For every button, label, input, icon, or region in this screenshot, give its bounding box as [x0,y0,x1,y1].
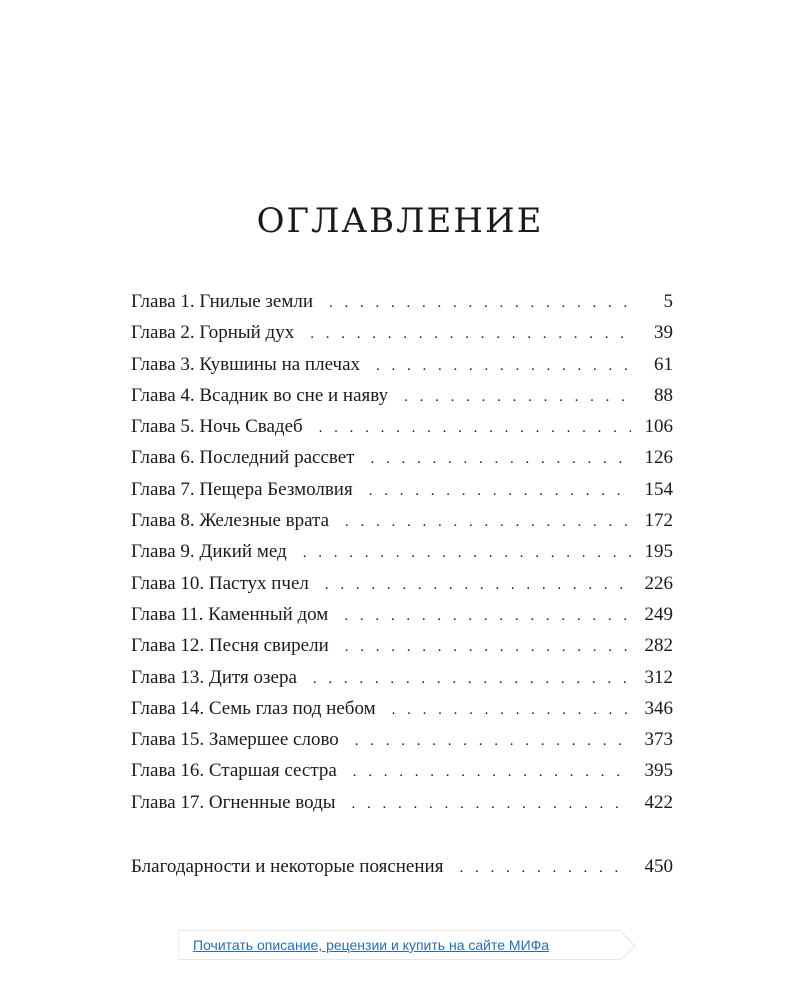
toc-dot-leader [353,764,631,781]
toc-dot-leader [404,389,635,406]
promo-banner [178,930,622,960]
toc-list [131,291,673,823]
toc-chapter-label: Глава 7. Пещера Безмолвия [131,478,353,500]
toc-row [131,792,673,823]
toc-dot-leader [303,545,631,562]
toc-chapter-label: Глава 9. Дикий мед [131,541,287,563]
toc-page-number: 373 [644,729,673,751]
toc-row [131,573,673,604]
toc-dot-leader [345,514,630,531]
toc-dot-leader [329,295,635,312]
toc-chapter-label: Глава 4. Всадник во сне и наяву [131,384,389,406]
toc-row [131,479,673,510]
toc-row [131,541,673,572]
toc-row [131,291,673,322]
toc-page-number: 346 [644,697,673,719]
toc-page-number: 312 [644,666,673,688]
toc-chapter-label: Глава 13. Дитя озера [131,666,297,688]
toc-row [131,635,673,666]
toc-chapter-label: Глава 14. Семь глаз под небом [131,697,376,719]
toc-page-number: 61 [654,353,673,375]
toc-dot-leader [392,702,631,719]
toc-dot-leader [310,326,635,343]
toc-chapter-label: Глава 6. Последний рассвет [131,447,355,469]
toc-row [131,698,673,729]
toc-chapter-label: Глава 1. Гнилые земли [131,291,314,312]
toc-row [131,604,673,635]
toc-chapter-label: Глава 3. Кувшины на плечах [131,353,361,375]
toc-dot-leader [376,358,635,375]
toc-row-acknowledgements [131,856,673,887]
toc-page-number: 154 [644,478,673,500]
toc-row [131,322,673,353]
toc-page-number: 226 [644,572,673,594]
toc-chapter-label: Глава 16. Старшая сестра [131,760,337,782]
toc-dot-leader [370,451,630,468]
toc-page-number: 5 [663,291,673,312]
toc-page-number: 195 [644,541,673,563]
toc-dot-leader [325,577,631,594]
toc-page-number: 450 [644,856,673,877]
toc-chapter-label: Глава 12. Песня свирели [131,635,329,657]
toc-chapter-label: Глава 5. Ночь Свадеб [131,416,303,438]
toc-page-number: 282 [644,635,673,657]
toc-page-number: 172 [644,510,673,532]
toc-chapter-label: Глава 17. Огненные воды [131,791,336,813]
toc-dot-leader [352,796,631,813]
toc-row [131,385,673,416]
toc-page-number: 39 [654,322,673,344]
toc-chapter-label: Глава 11. Каменный дом [131,603,329,625]
toc-page-number: 395 [644,760,673,782]
toc-row [131,729,673,760]
toc-dot-leader [344,608,630,625]
toc-dot-leader [345,639,631,656]
page-title: ОГЛАВЛЕНИЕ [256,200,544,241]
toc-row [131,354,673,385]
toc-chapter-label: Глава 15. Замершее слово [131,729,339,751]
toc-page-number: 106 [644,416,673,438]
toc-chapter-label: Глава 2. Горный дух [131,322,295,344]
toc-dot-leader [319,420,631,437]
promo-link[interactable]: Почитать описание, рецензии и купить на сайте МИФа [193,937,550,953]
toc-chapter-label: Глава 8. Железные врата [131,510,330,532]
arrow-right-icon [610,933,635,958]
toc-dot-leader [313,671,631,688]
toc-row [131,667,673,698]
toc-row [131,510,673,541]
toc-page-number: 422 [644,791,673,813]
toc-page-number: 249 [644,603,673,625]
toc-page-number: 88 [654,384,673,406]
toc-row [131,760,673,791]
toc-row [131,416,673,447]
toc-page-number: 126 [644,447,673,469]
toc-dot-leader [355,733,631,750]
toc-dot-leader [369,483,631,500]
toc-dot-leader [459,860,630,877]
toc-chapter-label: Глава 10. Пастух пчел [131,572,309,594]
toc-row [131,447,673,478]
toc-chapter-label: Благодарности и некоторые пояснения [131,856,444,877]
